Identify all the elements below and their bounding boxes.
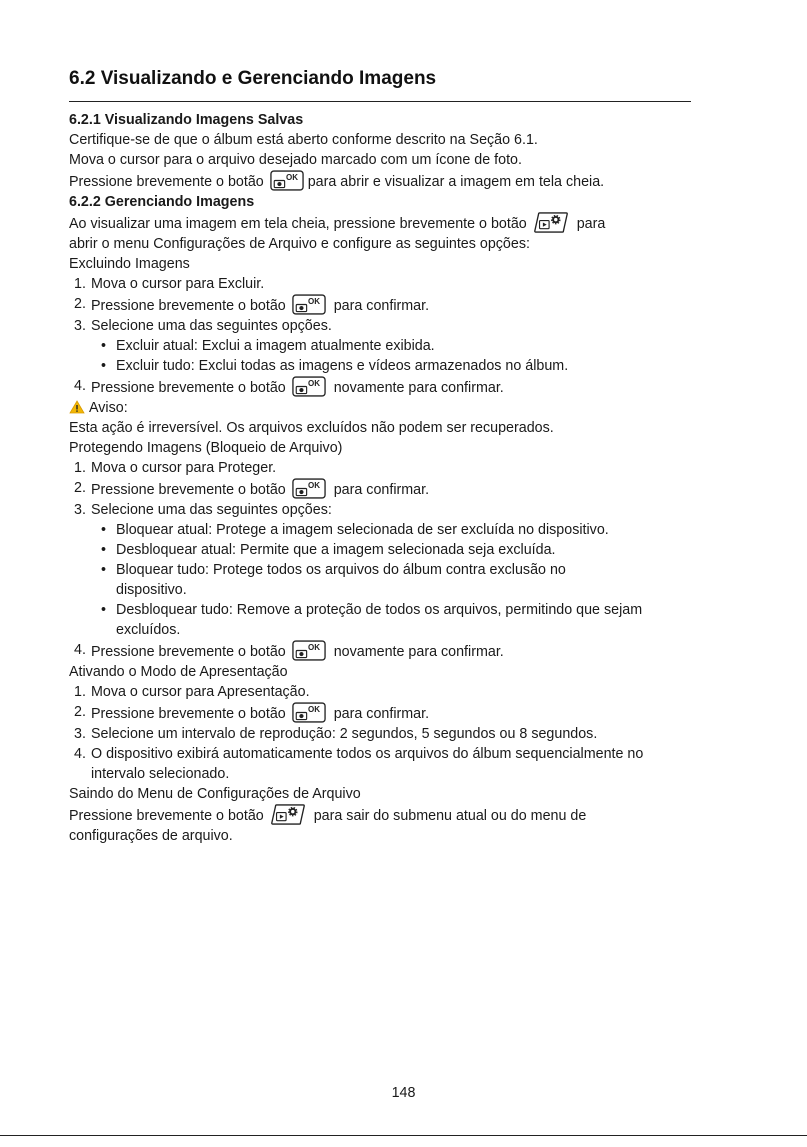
list-item xyxy=(69,682,699,702)
list-item xyxy=(69,458,699,478)
warning-label-line xyxy=(69,398,699,418)
list-item xyxy=(69,316,699,336)
warning-icon xyxy=(69,400,85,414)
list-text: Selecione uma das seguintes opções. xyxy=(91,318,332,334)
subsection-heading-protect: Protegendo Imagens (Bloqueio de Arquivo) xyxy=(69,440,343,456)
bullet-text: Desbloquear tudo: Remove a proteção de todos os arquivos, permitindo que sejam excluídos. xyxy=(116,602,643,638)
text-fragment: para sair do submenu atual ou do menu de xyxy=(313,808,587,824)
ok-button-icon xyxy=(292,702,326,723)
bullet-item xyxy=(69,336,699,356)
list-number: 2. xyxy=(74,480,86,496)
list-item xyxy=(69,478,699,500)
ok-button-icon xyxy=(292,294,326,315)
text-fragment: Ao visualizar uma imagem em tela cheia, pressione brevemente o botão xyxy=(69,216,527,232)
list-number: 3. xyxy=(74,318,86,334)
page-title: 6.2 Visualizando e Gerenciando Imagens xyxy=(69,68,437,89)
text-fragment: para xyxy=(576,216,606,232)
list-item xyxy=(69,500,699,520)
list-number: 4. xyxy=(74,642,86,658)
bullet-text: Bloquear tudo: Protege todos os arquivos do álbum contra exclusão no dispositivo. xyxy=(116,562,566,598)
list-item xyxy=(69,724,699,744)
list-number: 3. xyxy=(74,502,86,518)
list-item xyxy=(69,640,699,662)
list-item xyxy=(69,702,699,724)
bullet-text: Excluir tudo: Exclui todas as imagens e vídeos armazenados no álbum. xyxy=(116,358,569,374)
list-number: 3. xyxy=(74,726,86,742)
list-text: para confirmar. xyxy=(333,298,430,314)
ok-button-icon xyxy=(292,478,326,499)
ok-button-icon xyxy=(292,376,326,397)
list-text: Pressione brevemente o botão xyxy=(91,482,286,498)
list-text: Pressione brevemente o botão xyxy=(91,380,286,396)
list-number: 1. xyxy=(74,276,86,292)
document-body xyxy=(69,110,699,846)
footer-divider xyxy=(0,1135,807,1136)
list-number: 4. xyxy=(74,746,86,762)
list-text: Pressione brevemente o botão xyxy=(91,706,286,722)
paragraph-line xyxy=(69,170,699,192)
text-fragment: para abrir e visualizar a imagem em tela cheia. xyxy=(307,174,605,190)
list-text: Pressione brevemente o botão xyxy=(91,298,286,314)
list-text: Mova o cursor para Proteger. xyxy=(91,460,277,476)
list-text: Selecione um intervalo de reprodução: 2 segundos, 5 segundos ou 8 segundos. xyxy=(91,726,598,742)
settings-button-icon xyxy=(270,804,306,825)
list-text: novamente para confirmar. xyxy=(333,380,504,396)
settings-button-icon xyxy=(533,212,569,233)
ok-button-icon xyxy=(292,640,326,661)
bullet-item xyxy=(69,560,699,600)
bullet-item xyxy=(69,520,699,540)
title-divider xyxy=(69,101,691,102)
list-text: Selecione uma das seguintes opções: xyxy=(91,502,332,518)
list-item xyxy=(69,376,699,398)
bullet-glyph: • xyxy=(101,562,107,578)
bullet-glyph: • xyxy=(101,358,107,374)
bullet-glyph: • xyxy=(101,338,107,354)
warning-text: Esta ação é irreversível. Os arquivos excluídos não podem ser recuperados. xyxy=(69,420,554,436)
paragraph-line: abrir o menu Configurações de Arquivo e configure as seguintes opções: xyxy=(69,236,530,252)
bullet-text: Desbloquear atual: Permite que a imagem selecionada seja excluída. xyxy=(116,542,556,558)
list-number: 1. xyxy=(74,460,86,476)
list-item xyxy=(69,744,699,784)
paragraph-line: configurações de arquivo. xyxy=(69,828,233,844)
subsection-heading-slideshow: Ativando o Modo de Apresentação xyxy=(69,664,288,680)
list-number: 2. xyxy=(74,704,86,720)
section-heading-view-saved: 6.2.1 Visualizando Imagens Salvas xyxy=(69,112,304,128)
bullet-glyph: • xyxy=(101,602,107,618)
bullet-glyph: • xyxy=(101,522,107,538)
list-text: Pressione brevemente o botão xyxy=(91,644,286,660)
bullet-text: Bloquear atual: Protege a imagem selecionada de ser excluída no dispositivo. xyxy=(116,522,609,538)
list-number: 2. xyxy=(74,296,86,312)
text-fragment: Pressione brevemente o botão xyxy=(69,174,264,190)
bullet-item xyxy=(69,540,699,560)
paragraph-line: Mova o cursor para o arquivo desejado marcado com um ícone de foto. xyxy=(69,152,522,168)
list-number: 1. xyxy=(74,684,86,700)
section-heading-manage-images: 6.2.2 Gerenciando Imagens xyxy=(69,194,255,210)
bullet-item xyxy=(69,356,699,376)
paragraph-line xyxy=(69,212,699,234)
list-text: para confirmar. xyxy=(333,706,430,722)
list-item xyxy=(69,294,699,316)
bullet-item xyxy=(69,600,699,640)
list-text: para confirmar. xyxy=(333,482,430,498)
subsection-heading-delete: Excluindo Imagens xyxy=(69,256,190,272)
page-number: 148 xyxy=(391,1085,416,1101)
paragraph-line xyxy=(69,804,699,826)
bullet-text: Excluir atual: Exclui a imagem atualmente exibida. xyxy=(116,338,435,354)
list-item xyxy=(69,274,699,294)
list-text: novamente para confirmar. xyxy=(333,644,504,660)
text-fragment: Pressione brevemente o botão xyxy=(69,808,264,824)
bullet-glyph: • xyxy=(101,542,107,558)
subsection-heading-exit: Saindo do Menu de Configurações de Arquivo xyxy=(69,786,361,802)
warning-label: Aviso: xyxy=(89,400,128,416)
list-text: Mova o cursor para Apresentação. xyxy=(91,684,310,700)
list-text: O dispositivo exibirá automaticamente todos os arquivos do álbum sequencialmente no intervalo selecionado. xyxy=(91,746,644,782)
list-number: 4. xyxy=(74,378,86,394)
paragraph-line: Certifique-se de que o álbum está aberto conforme descrito na Seção 6.1. xyxy=(69,132,538,148)
list-text: Mova o cursor para Excluir. xyxy=(91,276,265,292)
ok-button-icon xyxy=(270,170,304,191)
